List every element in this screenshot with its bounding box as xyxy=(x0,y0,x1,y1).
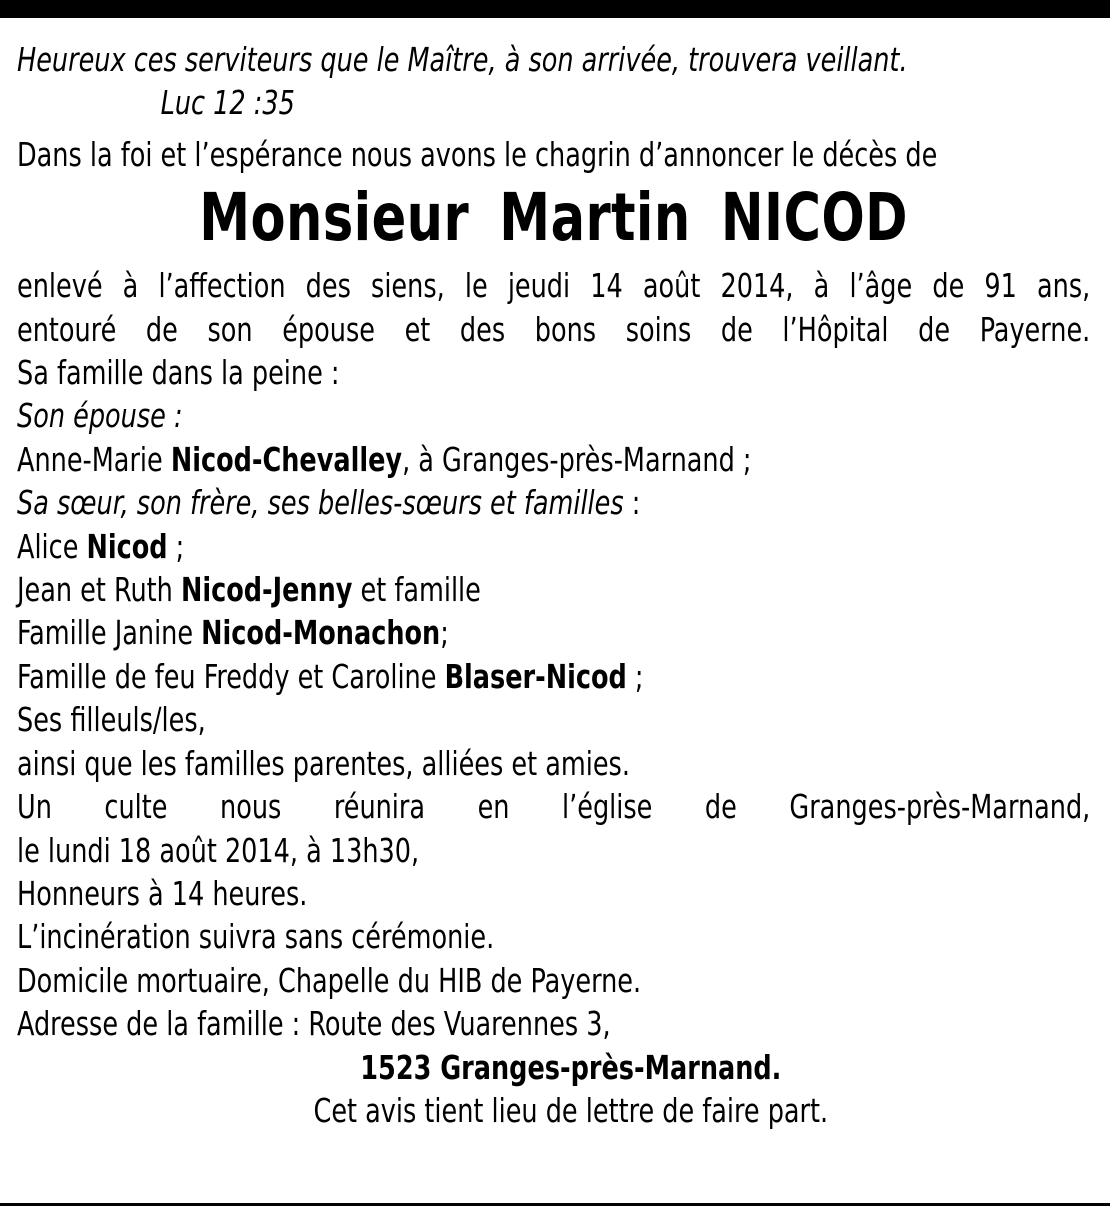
closing-line: Cet avis tient lieu de lettre de faire part. xyxy=(313,1090,829,1130)
siblings-label: Sa sœur, son frère, ses belles-sœurs et familles xyxy=(17,483,624,523)
top-border xyxy=(0,0,1110,18)
service-line-2: le lundi 18 août 2014, à 13h30, xyxy=(17,830,420,870)
entry-suffix: ; xyxy=(167,526,185,566)
mortuary-line: Domicile mortuaire, Chapelle du HIB de Payerne. xyxy=(17,960,642,1000)
entry-suffix: ; xyxy=(626,656,644,696)
notice-body xyxy=(17,38,1090,1132)
service-line-1: Un culte nous réunira en l’église de Granges-près-Marnand, xyxy=(17,787,1091,827)
entry-surname: Nicod-Monachon xyxy=(201,613,441,653)
spouse-label: Son épouse : xyxy=(17,396,183,436)
announcement-line-2: entouré de son épouse et des bons soins de l’Hôpital de Payerne. xyxy=(17,309,1091,349)
family-address-locality: 1523 Granges-près-Marnand. xyxy=(360,1047,782,1087)
honours-line: Honneurs à 14 heures. xyxy=(17,873,308,913)
entry-prefix: Alice xyxy=(17,526,87,566)
family-entry xyxy=(17,655,1090,698)
entry-surname: Nicod xyxy=(86,526,168,566)
announcement-line-1: enlevé à l’affection des siens, le jeudi 14 août 2014, à l’âge de 91 ans, xyxy=(17,266,1091,306)
family-entry xyxy=(17,611,1090,654)
relatives-line: ainsi que les familles parentes, alliées et amies. xyxy=(17,743,630,783)
entry-suffix: ; xyxy=(440,613,449,653)
entry-prefix: Jean et Ruth xyxy=(17,570,181,610)
entry-surname: Blaser-Nicod xyxy=(444,656,627,696)
entry-prefix: Famille de feu Freddy et Caroline xyxy=(17,656,445,696)
bottom-border xyxy=(0,1203,1110,1206)
siblings-label-suffix: : xyxy=(623,483,641,523)
spouse-place: , à Granges-près-Marnand ; xyxy=(402,439,752,479)
family-entry xyxy=(17,525,1090,568)
deceased-name: Monsieur Martin NICOD xyxy=(199,179,909,257)
family-entry xyxy=(17,568,1090,611)
family-intro: Sa famille dans la peine : xyxy=(17,353,340,393)
siblings-heading xyxy=(17,481,1090,524)
spouse-surname: Nicod-Chevalley xyxy=(170,439,403,479)
entry-surname: Nicod-Jenny xyxy=(180,570,353,610)
godchildren-line: Ses filleuls/les, xyxy=(17,700,206,740)
entry-suffix: et famille xyxy=(352,570,481,610)
bible-reference: Luc 12 :35 xyxy=(160,83,295,123)
incineration-line: L’incinération suivra sans cérémonie. xyxy=(17,917,495,957)
bible-quote: Heureux ces serviteurs que le Maître, à son arrivée, trouvera veillant. xyxy=(17,40,908,79)
entry-prefix: Famille Janine xyxy=(17,613,202,653)
spouse-first-name: Anne-Marie xyxy=(17,439,171,479)
intro-text: Dans la foi et l’espérance nous avons le chagrin d’annoncer le décès de xyxy=(17,134,938,174)
family-address-label: Adresse de la famille : Route des Vuarennes 3, xyxy=(17,1004,611,1044)
spouse-entry xyxy=(17,438,1090,481)
